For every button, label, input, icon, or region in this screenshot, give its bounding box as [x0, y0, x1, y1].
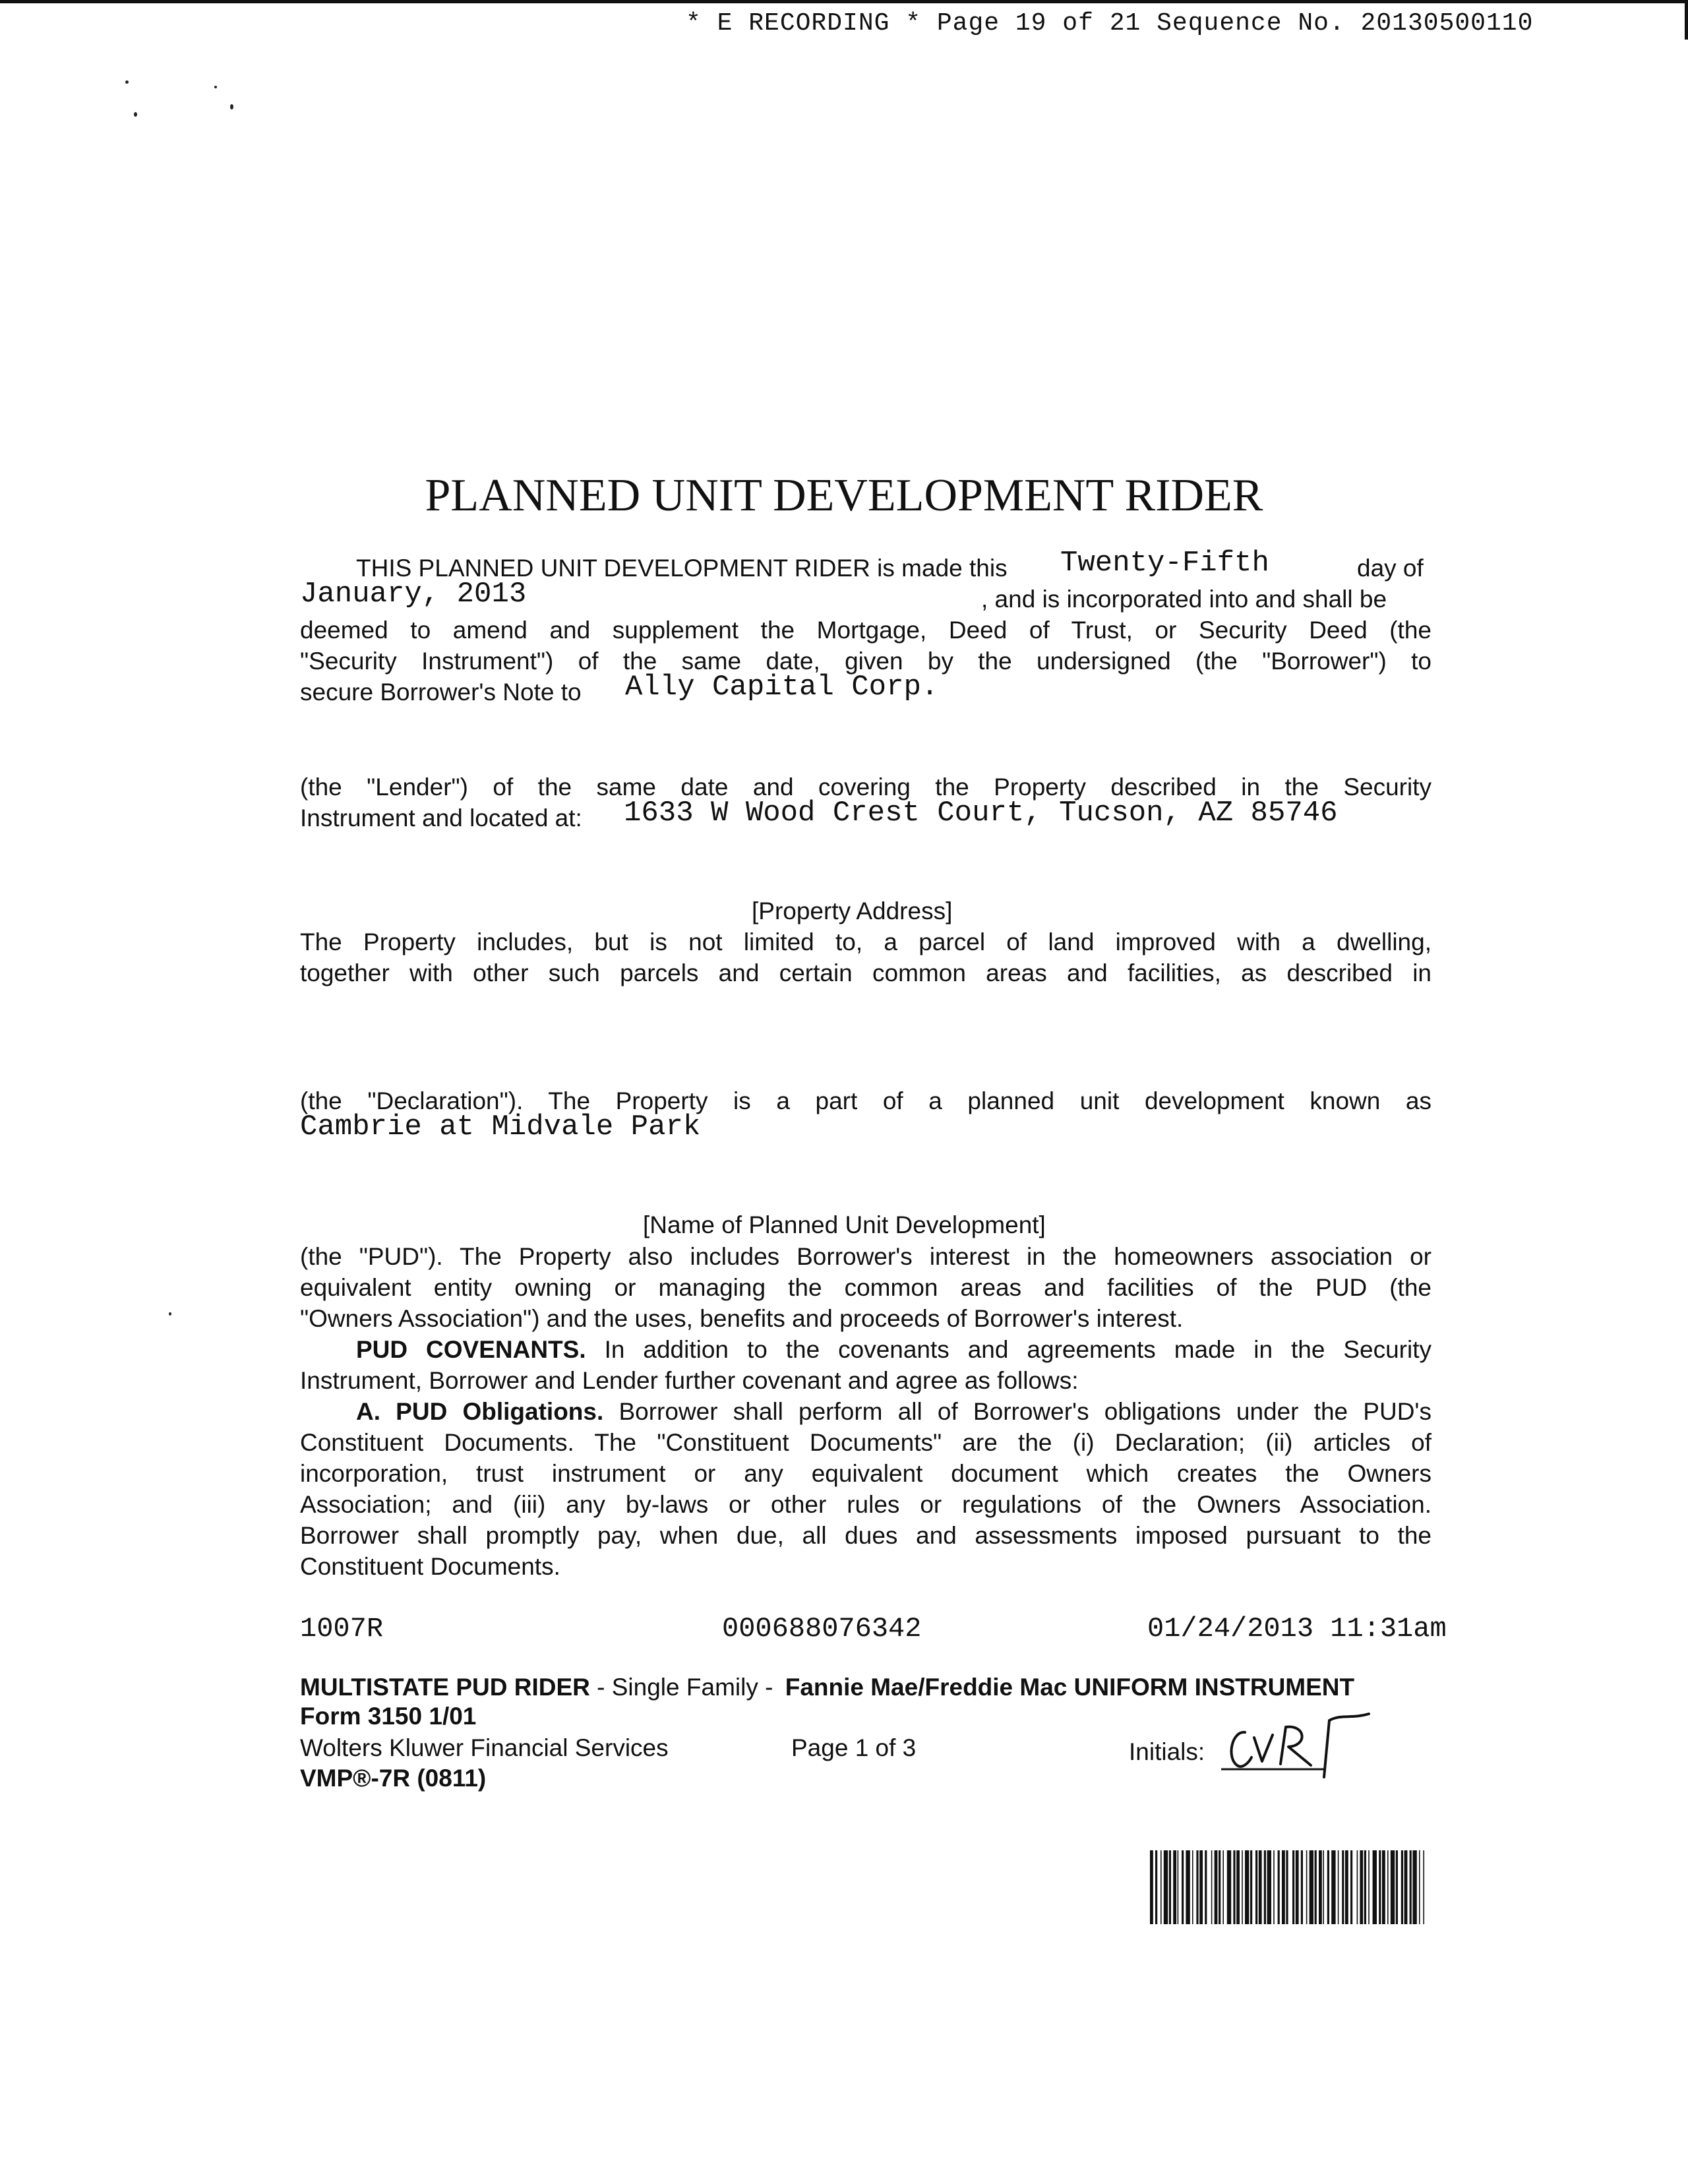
pud-line-2: equivalent entity owning or managing the common areas and facilities of the PUD (the — [300, 1274, 1432, 1301]
scan-speck — [230, 104, 233, 109]
lender-line-2: Instrument and located at: — [300, 804, 582, 832]
form-title-a: MULTISTATE PUD RIDER — [300, 1674, 590, 1701]
form-title — [300, 1672, 1354, 1703]
month-year-value: January, 2013 — [300, 578, 527, 611]
property-line-1: The Property includes, but is not limited to, a parcel of land improved with a dwelling, — [300, 928, 1432, 956]
covenants-line-1 — [356, 1334, 1432, 1366]
section-a-line-2: Constituent Documents. The "Constituent Documents" are the (i) Declaration; (ii) articles of — [300, 1429, 1432, 1456]
section-a-line-6: Constituent Documents. — [300, 1553, 560, 1580]
property-line-2: together with other such parcels and certain common areas and facilities, as described in — [300, 959, 1432, 986]
covenants-line-2: Instrument, Borrower and Lender further covenant and agree as follows: — [300, 1367, 1079, 1394]
covenants-heading: PUD COVENANTS. — [356, 1336, 586, 1363]
initials-signature — [1220, 1705, 1378, 1784]
day-value: Twenty-Fifth — [1060, 547, 1269, 580]
section-a-line-5: Borrower shall promptly pay, when due, all dues and assessments imposed pursuant to the — [300, 1522, 1432, 1549]
section-a-line-3: incorporation, trust instrument or any equivalent document which creates the Owners — [300, 1460, 1432, 1487]
form-title-c: Fannie Mae/Freddie Mac UNIFORM INSTRUMENT — [785, 1674, 1355, 1701]
pud-name-value: Cambrie at Midvale Park — [300, 1110, 701, 1143]
intro-line-4: "Security Instrument") of the same date, given by the undersigned (the "Borrower") to — [300, 648, 1432, 675]
scan-speck — [134, 112, 137, 117]
form-number-text: Form 3150 1/01 — [300, 1703, 477, 1730]
vmp-text: VMP®-7R (0811) — [300, 1765, 487, 1792]
pud-name-caption: [Name of Planned Unit Development] — [643, 1211, 1046, 1238]
vmp-code — [300, 1763, 486, 1794]
intro-line-2: , and is incorporated into and shall be — [981, 586, 1387, 613]
property-address-caption: [Property Address] — [752, 897, 953, 925]
property-address-value: 1633 W Wood Crest Court, Tucson, AZ 85746 — [624, 797, 1338, 830]
form-code: 1007R — [300, 1613, 384, 1645]
scan-speck — [125, 80, 129, 84]
lender-value: Ally Capital Corp. — [625, 671, 939, 704]
scan-speck — [214, 86, 217, 88]
document-title: PLANNED UNIT DEVELOPMENT RIDER — [425, 470, 1263, 521]
barcode — [1149, 1850, 1426, 1924]
lender-line-1: (the "Lender") of the same date and covering the Property described in the Security — [300, 774, 1432, 801]
pud-line-3: "Owners Association") and the uses, benefits and proceeds of Borrower's interest. — [300, 1305, 1184, 1332]
form-title-b: - Single Family - — [597, 1674, 773, 1701]
intro-line-3: deemed to amend and supplement the Mortgage, Deed of Trust, or Security Deed (the — [300, 617, 1432, 644]
section-a-line-1 — [356, 1396, 1432, 1428]
loan-number: 000688076342 — [722, 1613, 922, 1645]
section-a-text: Borrower shall perform all of Borrower's obligations under the PUD's — [618, 1398, 1432, 1425]
initials-label: Initials: — [1129, 1738, 1205, 1765]
form-number — [300, 1701, 476, 1732]
publisher: Wolters Kluwer Financial Services — [300, 1734, 669, 1761]
covenants-text: In addition to the covenants and agreements made in the Security — [604, 1336, 1432, 1363]
intro-day-of: day of — [1357, 555, 1424, 582]
intro-line-1: THIS PLANNED UNIT DEVELOPMENT RIDER is made this — [356, 555, 1008, 582]
top-border — [0, 0, 1688, 3]
scan-speck — [169, 1312, 171, 1316]
section-a-heading: A. PUD Obligations. — [356, 1398, 604, 1425]
declaration-line-1: (the "Declaration"). The Property is a part of a planned unit development known as — [300, 1087, 1432, 1114]
recording-header: * E RECORDING * Page 19 of 21 Sequence No. 20130500110 — [686, 9, 1534, 38]
right-edge-mark — [1685, 0, 1688, 40]
pud-line-1: (the "PUD"). The Property also includes Borrower's interest in the homeowners association or — [300, 1243, 1432, 1270]
page-indicator: Page 1 of 3 — [791, 1734, 917, 1761]
stamp-datetime: 01/24/2013 11:31am — [1147, 1613, 1447, 1645]
section-a-line-4: Association; and (iii) any by-laws or other rules or regulations of the Owners Association. — [300, 1491, 1432, 1518]
intro-line-5: secure Borrower's Note to — [300, 679, 582, 706]
